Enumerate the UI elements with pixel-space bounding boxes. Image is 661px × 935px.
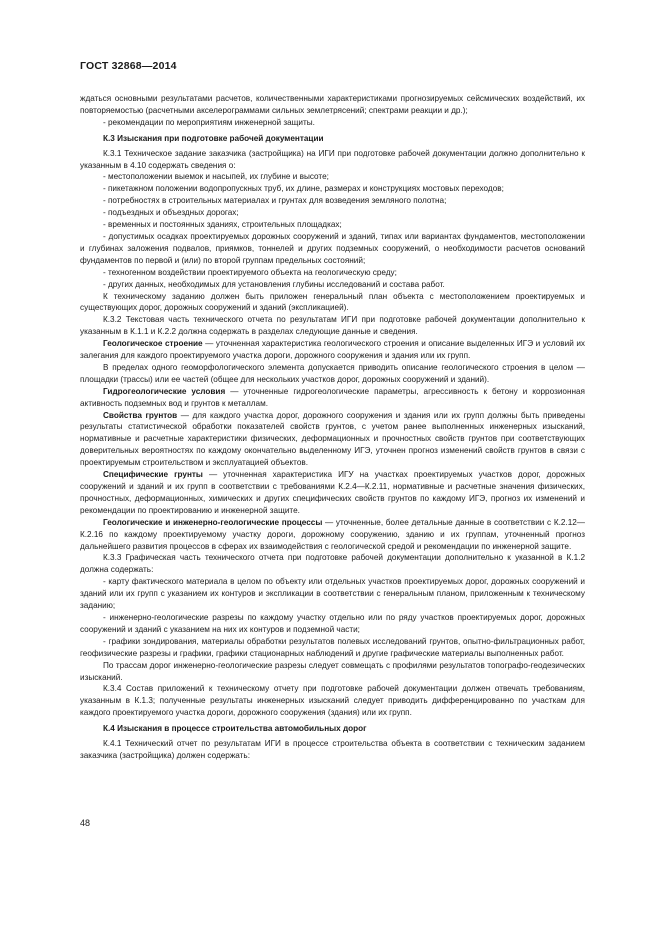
section-heading: К.4 Изыскания в процессе строительства автомобильных дорог [103,724,367,734]
paragraph: К.3.2 Текстовая часть технического отчета по результатам ИГИ при подготовке рабочей документации дополнительно к указанным в К.1.1 и К.2.2 должна содержать в разделах следующие данные и сведения. [80,315,585,337]
paragraph-text: — уточненные гидрогеологические параметры, агрессивность к бетону и коррозионная активность подземных вод и грунтов к металлам. [80,386,585,408]
paragraph [80,410,585,470]
paragraph: К.3.4 Состав приложений к техническому отчету при подготовке рабочей документации должен отвечать требованиям, указанным в К.1.3; полученные результаты инженерных изысканий следует приводить дифференцированно по участкам для каждого проектируемого участка дороги, дорожного сооружения (здания) или их групп. [80,684,585,718]
paragraph: По трассам дорог инженерно-геологические разрезы следует совмещать с профилями результатов топографо-геодезических изысканий. [80,660,585,682]
paragraph: К.3.3 Графическая часть технического отчета при подготовке рабочей документации дополнительно к указанной в К.1.2 должна содержать: [80,553,585,575]
paragraph-text: — уточненная характеристика геологического строения и описание выделенных ИГЭ и условий их залегания для каждого проектируемого участка дороги, дорожного сооружения и здания или их групп. [80,339,585,361]
paragraph [80,386,585,410]
paragraph-text: — уточненные, более детальные данные в соответствии с К.2.12—К.2.16 по каждому проектируемому участку дороги, дорожному сооружению, зданию и их группам, уточненный прогноз дальнейшего развития процессов в сферах их взаимодействия с геологической средой и рекомендации по инженерной защите. [80,517,585,551]
list-item: - других данных, необходимых для установления глубины исследований и состава работ. [103,279,445,289]
list-item: - временных и постоянных зданиях, строительных площадках; [103,220,342,230]
paragraph [80,469,585,517]
paragraph-lead-term: Свойства грунтов [103,410,178,420]
paragraph-text: — уточненная характеристика ИГУ на участках проектируемых участков дорог, дорожных сооружений и зданий и их групп в соответствии с требованиями К.2.4—К.2.11, нормативные и расчетные значения физических, прочностных, деформационных, химических и других специфических свойств грунтов по каждому ИГЭ, прогноз их изменений и рекомендации по проектированию и инженерной защите. [80,470,585,515]
page-number: 48 [80,818,91,828]
list-item: - рекомендации по мероприятиям инженерной защиты. [103,117,315,127]
list-item: - потребностях в строительных материалах и грунтах для возведения земляного полотна; [103,196,447,206]
standard-header: ГОСТ 32868—2014 [80,60,177,72]
paragraph [80,338,585,362]
paragraph-lead-term: Гидрогеологические условия [103,386,226,396]
paragraph [80,517,585,553]
paragraph-lead-term: Геологическое строение [103,339,203,349]
list-item: - техногенном воздействии проектируемого объекта на геологическую среду; [103,267,397,277]
paragraph: В пределах одного геоморфологического элемента допускается приводить описание геологического строения в целом — площадки (трассы) или ее частей (общее для нескольких участков дорог, дорожных сооружений и зданий). [80,362,585,384]
list-item: - карту фактического материала в целом по объекту или отдельных участков проектируемых дорог, дорожных сооружений и зданий или их групп с указанием их контуров и экспликации в соответствии с генеральным планом, приложенным к техническому заданию; [80,577,585,611]
list-item: - местоположении выемок и насыпей, их глубине и высоте; [103,172,329,182]
paragraph: К техническому заданию должен быть приложен генеральный план объекта с местоположением проектируемых и существующих дорог, дорожных сооружений и зданий (экспликацией). [80,291,585,313]
paragraph-lead-term: Специфические грунты [103,470,203,480]
document-body [80,93,585,762]
paragraph: К.4.1 Технический отчет по результатам ИГИ в процессе строительства объекта в соответствии с техническим заданием заказчика (застройщика) должен содержать: [80,739,585,760]
paragraph-lead-term: Геологические и инженерно-геологические процессы [103,517,323,527]
list-item: - допустимых осадках проектируемых дорожных сооружений и зданий, типах или вариантах фундаментов, местоположении и глубинах заложения подвалов, приямков, тоннелей и других подземных сооружений, о необходимости расчетов оснований фундаментов по первой и (или) по второй группам предельных состояний; [80,231,585,265]
list-item: - подъездных и объездных дорогах; [103,208,239,218]
paragraph-text: — для каждого участка дорог, дорожного сооружения и здания или их групп должны быть приведены результаты статистической обработки показателей свойств грунтов, с учетом ранее выполненных инженерных изысканий, нормативные и расчетные характеристики физических, деформационных и прочностных свойств грунтов при соответствующих доверительных вероятностях по каждому окончательно выделенному ИГЭ, уточнен прогноз изменений свойств грунтов в связи с проектируемым строительством и эксплуатацией объектов. [80,410,585,468]
list-item: - графики зондирования, материалы обработки результатов полевых исследований грунтов, опытно-фильтрационных работ, геофизические разрезы и графики, графики стационарных наблюдений и другие графические материалы выполненных работ. [80,636,585,658]
paragraph: ждаться основными результатами расчетов, количественными характеристиками прогнозируемых сейсмических воздействий, их повторяемостью (расчетными акселерограммами сильных землетрясений; спектрами реакции и др.); [80,94,585,115]
section-heading: К.3 Изыскания при подготовке рабочей документации [103,133,324,143]
list-item: - инженерно-геологические разрезы по каждому участку отдельно или по ряду участков проектируемых дорог, дорожных сооружений и зданий с указанием на них их контуров и подземной части; [80,612,585,634]
list-item: - пикетажном положении водопропускных труб, их длине, размерах и конструкциях мостовых переходов; [103,184,504,194]
paragraph: К.3.1 Техническое задание заказчика (застройщика) на ИГИ при подготовке рабочей документации должно дополнительно к указанным в 4.10 содержать сведения о: [80,148,585,170]
